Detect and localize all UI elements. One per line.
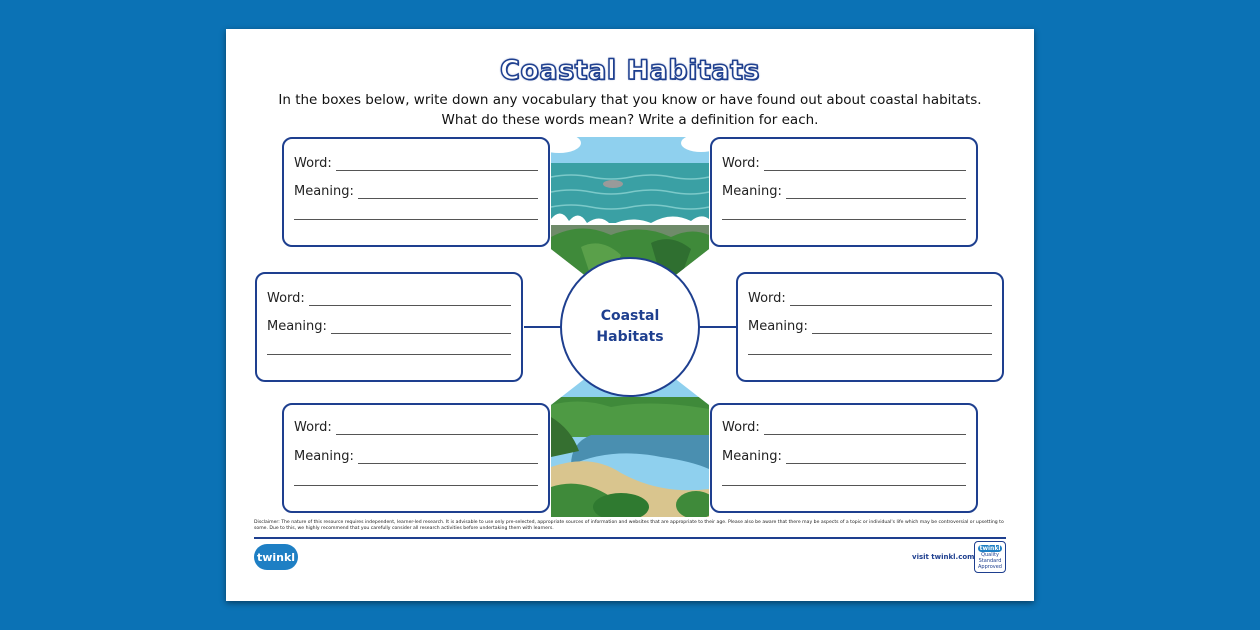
word-answer-line[interactable] xyxy=(790,293,992,306)
word-row xyxy=(294,417,538,435)
footer-divider xyxy=(254,537,1006,539)
meaning-label: Meaning: xyxy=(294,449,354,464)
meaning-label: Meaning: xyxy=(294,184,354,199)
word-row xyxy=(722,417,966,435)
word-row xyxy=(722,153,966,171)
instructions-line-1: In the boxes below, write down any vocabulary that you know or have found out about coastal habitats. xyxy=(278,92,982,108)
meaning-extra-line[interactable] xyxy=(294,485,538,486)
meaning-label: Meaning: xyxy=(748,319,808,334)
word-label: Word: xyxy=(267,291,305,306)
meaning-label: Meaning: xyxy=(722,184,782,199)
connector-left xyxy=(524,326,564,328)
vocab-box-top-left xyxy=(282,137,550,247)
meaning-row xyxy=(294,181,538,199)
center-topic-line-2: Habitats xyxy=(596,329,664,345)
word-label: Word: xyxy=(722,420,760,435)
word-answer-line[interactable] xyxy=(309,293,511,306)
vocab-box-bottom-left xyxy=(282,403,550,513)
word-row xyxy=(267,288,511,306)
beach-illustration xyxy=(551,377,709,517)
word-label: Word: xyxy=(294,156,332,171)
word-answer-line[interactable] xyxy=(764,422,966,435)
word-row xyxy=(294,153,538,171)
meaning-extra-line[interactable] xyxy=(722,485,966,486)
page-title: Coastal Habitats xyxy=(500,55,760,86)
connector-right xyxy=(698,326,736,328)
vocab-box-top-right xyxy=(710,137,978,247)
meaning-extra-line[interactable] xyxy=(267,354,511,355)
meaning-answer-line[interactable] xyxy=(786,451,966,464)
quality-badge xyxy=(974,541,1006,573)
meaning-extra-line[interactable] xyxy=(294,219,538,220)
meaning-row xyxy=(267,316,511,334)
word-label: Word: xyxy=(294,420,332,435)
meaning-row xyxy=(722,181,966,199)
meaning-row xyxy=(294,446,538,464)
word-answer-line[interactable] xyxy=(764,158,966,171)
visit-twinkl-link[interactable]: visit twinkl.com xyxy=(912,553,975,561)
word-label: Word: xyxy=(748,291,786,306)
meaning-answer-line[interactable] xyxy=(812,321,992,334)
meaning-label: Meaning: xyxy=(722,449,782,464)
meaning-answer-line[interactable] xyxy=(786,186,966,199)
badge-brand: twinkl xyxy=(979,545,1001,552)
meaning-label: Meaning: xyxy=(267,319,327,334)
sea-illustration xyxy=(551,137,709,277)
center-topic-line-1: Coastal xyxy=(600,308,660,324)
vocab-box-middle-right xyxy=(736,272,1004,382)
worksheet-page xyxy=(226,29,1034,601)
meaning-row xyxy=(722,446,966,464)
twinkl-logo[interactable] xyxy=(254,544,298,570)
meaning-extra-line[interactable] xyxy=(722,219,966,220)
center-topic-circle xyxy=(560,257,700,397)
word-label: Word: xyxy=(722,156,760,171)
word-row xyxy=(748,288,992,306)
vocab-box-bottom-right xyxy=(710,403,978,513)
word-answer-line[interactable] xyxy=(336,158,538,171)
vocab-box-middle-left xyxy=(255,272,523,382)
badge-text: Quality Standard Approved xyxy=(978,552,1002,570)
meaning-answer-line[interactable] xyxy=(331,321,511,334)
disclaimer-text: Disclaimer: The nature of this resource requires independent, learner-led research. It is advisable to use only pre-selected, appropriate sources of information and websites that are appropriate to their age. Please also be aware that there may be aspects of a topic or individual's life which may be controversial or upsetting to some. Due to this, we highly recommend that you carefully consider all research activities before undertaking them with learners. xyxy=(254,520,1004,531)
word-answer-line[interactable] xyxy=(336,422,538,435)
meaning-extra-line[interactable] xyxy=(748,354,992,355)
meaning-answer-line[interactable] xyxy=(358,186,538,199)
meaning-answer-line[interactable] xyxy=(358,451,538,464)
instructions-line-2: What do these words mean? Write a definition for each. xyxy=(441,112,819,128)
twinkl-logo-text: twinkl xyxy=(256,550,296,564)
meaning-row xyxy=(748,316,992,334)
